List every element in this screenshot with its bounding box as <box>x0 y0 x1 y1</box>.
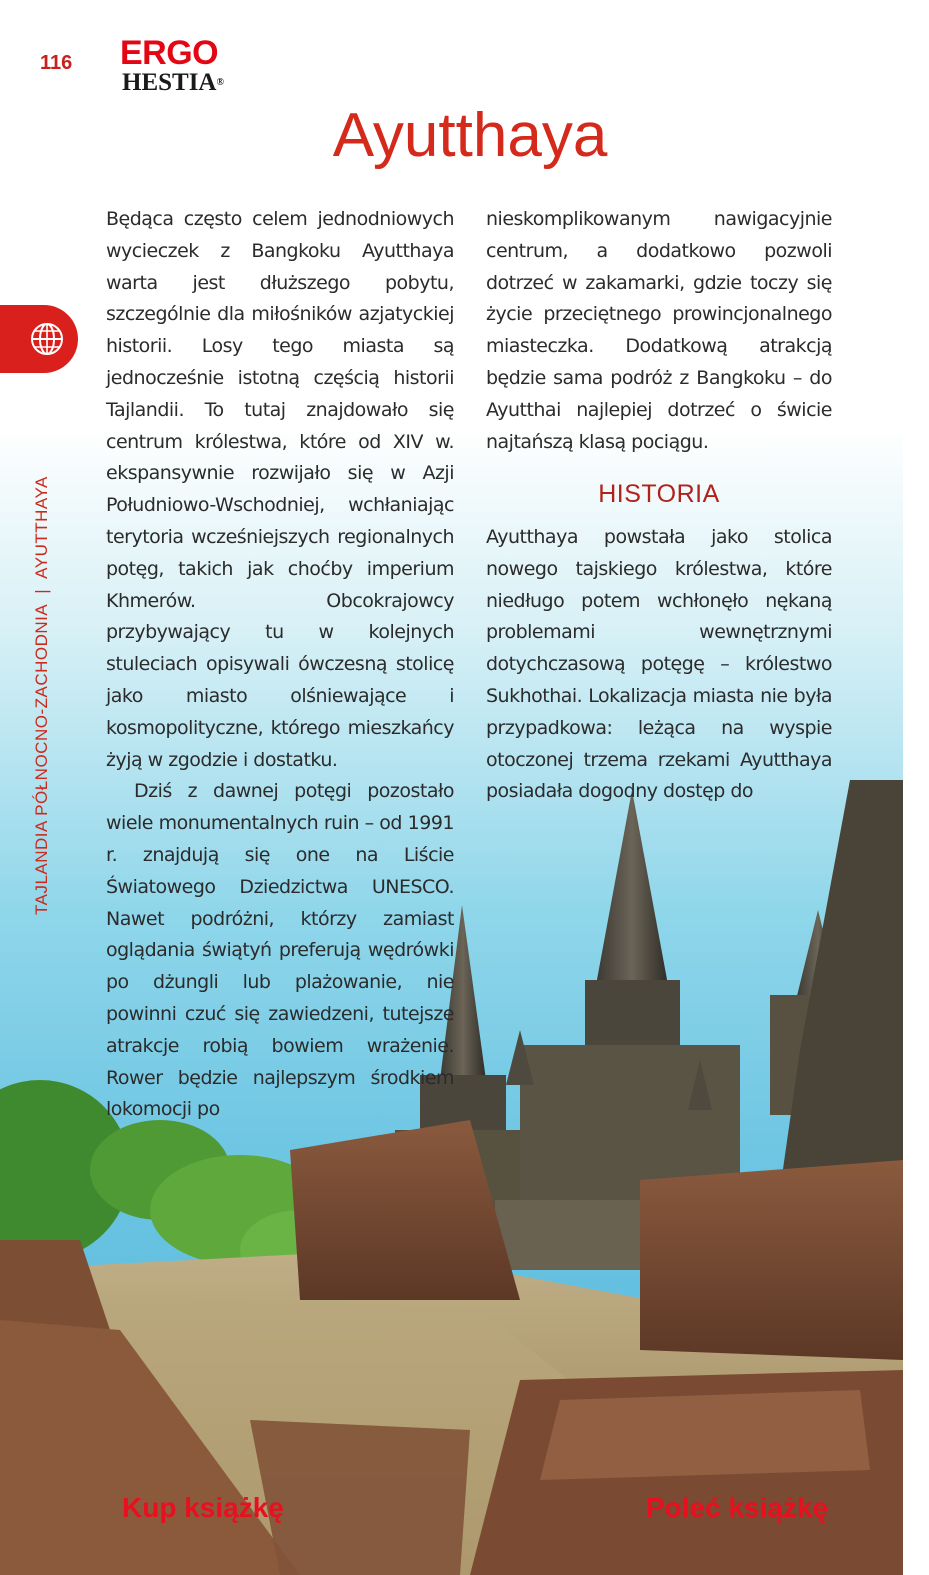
buy-book-link[interactable]: Kup książkę <box>122 1492 284 1523</box>
place-label: AYUTTHAYA <box>32 476 51 579</box>
left-column <box>106 204 454 1126</box>
globe-icon <box>30 322 64 356</box>
right-column-history <box>486 522 832 808</box>
ergo-hestia-logo <box>120 36 230 96</box>
page-number: 116 <box>40 52 73 74</box>
region-label: TAJLANDIA PÓŁNOCNO-ZACHODNIA <box>32 603 51 915</box>
logo-ergo-text: ERGO <box>120 34 219 72</box>
separator: | <box>32 588 51 594</box>
logo-hestia-text: HESTIA® <box>122 69 224 96</box>
body-paragraph: nieskomplikowanym nawigacyjnie centrum, a dodatkowo pozwoli dotrzeć w zakamarki, gdzie toczy się życie przeciętnego prowincjonalnego miasteczka. Dodatkową atrakcją będzie sama podróż z Bangkoku – do Ayutthai najlepiej dotrzeć o świcie najtańszą klasą pociągu. <box>486 208 832 453</box>
body-paragraph: Będąca często celem jednodniowych wycieczek z Bangkoku Ayutthaya warta jest dłuższego pobytu, szczególnie dla miłośników azjatyckiej historii. Losy tego miasta są jednocześnie istotną częścią historii Tajlandii. To tutaj znajdowało się centrum królestwa, które od XIV w. ekspansywnie rozwijało się w Azji Południowo-Wschodniej, wchłaniając terytoria wcześniejszych regionalnych potęg, takich jak choćby imperium Khmerów. Obcokrajowcy przybywający tu w kolejnych stuleciach opisywali ówczesną stolicę jako miasto olśniewające i kosmopolityczne, którego mieszkańcy żyją w zgodzie i dostatku. <box>106 208 454 771</box>
side-tab <box>0 305 78 373</box>
page-title: Ayutthaya <box>332 101 608 170</box>
right-column <box>486 204 832 458</box>
running-header-vertical <box>30 476 54 915</box>
section-heading: HISTORIA <box>598 480 720 508</box>
recommend-book-link[interactable]: Poleć książkę <box>646 1492 829 1523</box>
body-paragraph: Ayutthaya powstała jako stolica nowego tajskiego królestwa, które niedługo potem wchłonęło nękaną problemami wewnętrznymi dotychczasową potęgę – królestwo Sukhothai. Lokalizacja miasta nie była przypadkowa: leżąca na wyspie otoczonej trzema rzekami Ayutthaya posiadała dogodny dostęp do <box>486 526 832 803</box>
body-paragraph: Dziś z dawnej potęgi pozostało wiele monumentalnych ruin – od 1991 r. znajdują się one na Liście Światowego Dziedzictwa UNESCO. Nawet podróżni, którzy zamiast oglądania świątyń preferują wędrówki po dżungli lub plażowanie, nie powinni czuć się zawiedzeni, tutejsze atrakcje robią bowiem wrażenie. Rower będzie najlepszym środkiem lokomocji po <box>106 780 454 1121</box>
